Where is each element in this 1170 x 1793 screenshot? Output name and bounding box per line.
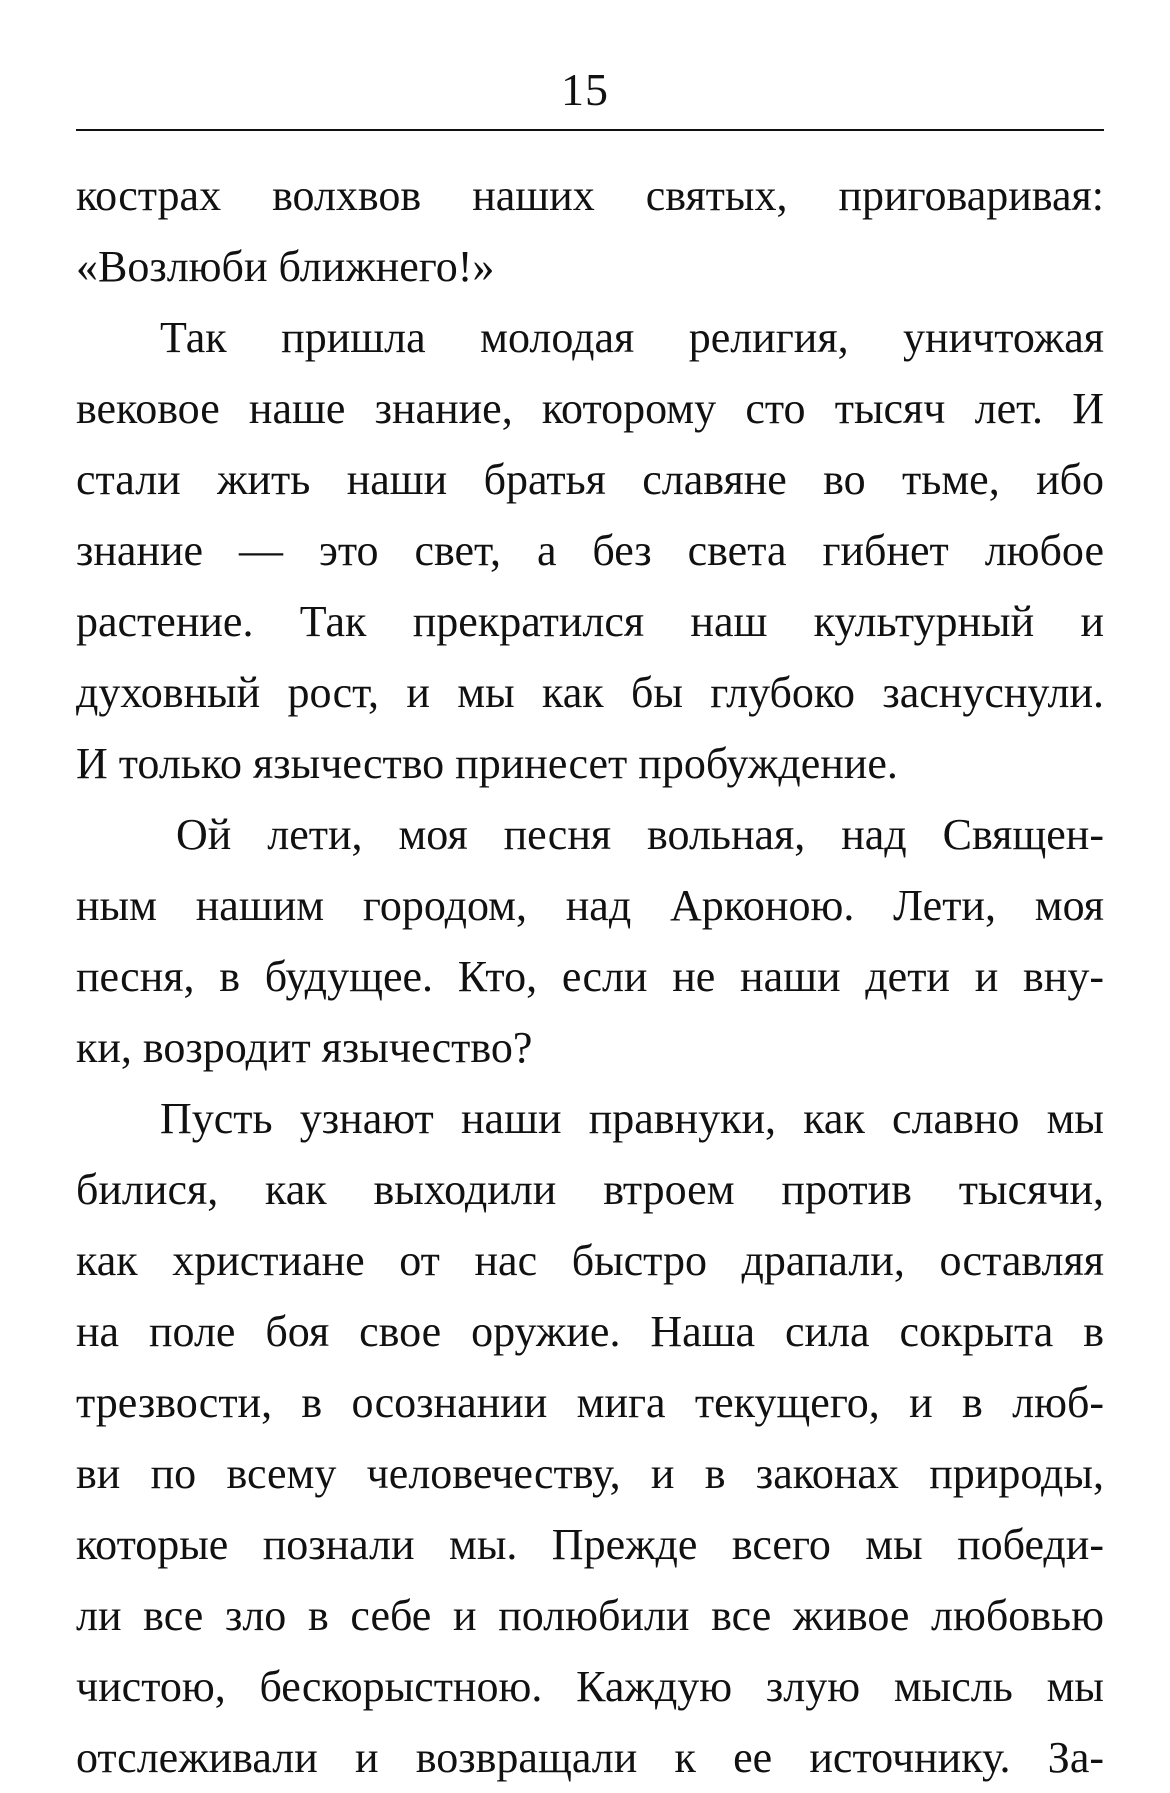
text-line: стали жить наши братья славяне во тьме, ибо	[76, 455, 1104, 504]
text-line: знание — это свет, а без света гибнет любое	[76, 526, 1104, 575]
text-line: на поле боя свое оружие. Наша сила сокрыта в	[76, 1307, 1104, 1356]
text-line: вековое наше знание, которому сто тысяч лет. И	[76, 384, 1104, 433]
text-line: ви по всему человечеству, и в законах природы,	[76, 1449, 1104, 1498]
text-line: кострах волхвов наших святых, приговаривая:	[76, 171, 1104, 220]
text-line: как христиане от нас быстро драпали, оставляя	[76, 1236, 1104, 1285]
paragraph-first-line: Ой лети, моя песня вольная, над Священ-	[176, 810, 1104, 859]
text-line: ки, возродит язычество?	[76, 1023, 533, 1072]
text-line: билися, как выходили втроем против тысячи,	[76, 1165, 1104, 1214]
text-line: ным нашим городом, над Арконою. Лети, моя	[76, 881, 1104, 930]
text-line: растение. Так прекратился наш культурный и	[76, 597, 1104, 646]
text-line: ли все зло в себе и полюбили все живое любовью	[76, 1591, 1104, 1640]
text-line: песня, в будущее. Кто, если не наши дети и вну-	[76, 952, 1104, 1001]
page-number: 15	[561, 64, 609, 115]
text-line: которые познали мы. Прежде всего мы победи-	[76, 1520, 1104, 1569]
paragraph-first-line: Пусть узнают наши правнуки, как славно мы	[160, 1094, 1104, 1143]
body-text	[76, 160, 1104, 1793]
text-line: духовный рост, и мы как бы глубоко заснуснули.	[76, 668, 1104, 717]
text-line: трезвости, в осознании мига текущего, и в люб-	[76, 1378, 1104, 1427]
text-line: чистою, бескорыстною. Каждую злую мысль мы	[76, 1662, 1104, 1711]
header-rule	[76, 129, 1104, 131]
text-line: отслеживали и возвращали к ее источнику. За-	[76, 1733, 1104, 1782]
paragraph-first-line: Так пришла молодая религия, уничтожая	[160, 313, 1104, 362]
text-line: «Возлюби ближнего!»	[76, 242, 495, 291]
text-line: И только язычество принесет пробуждение.	[76, 739, 898, 788]
